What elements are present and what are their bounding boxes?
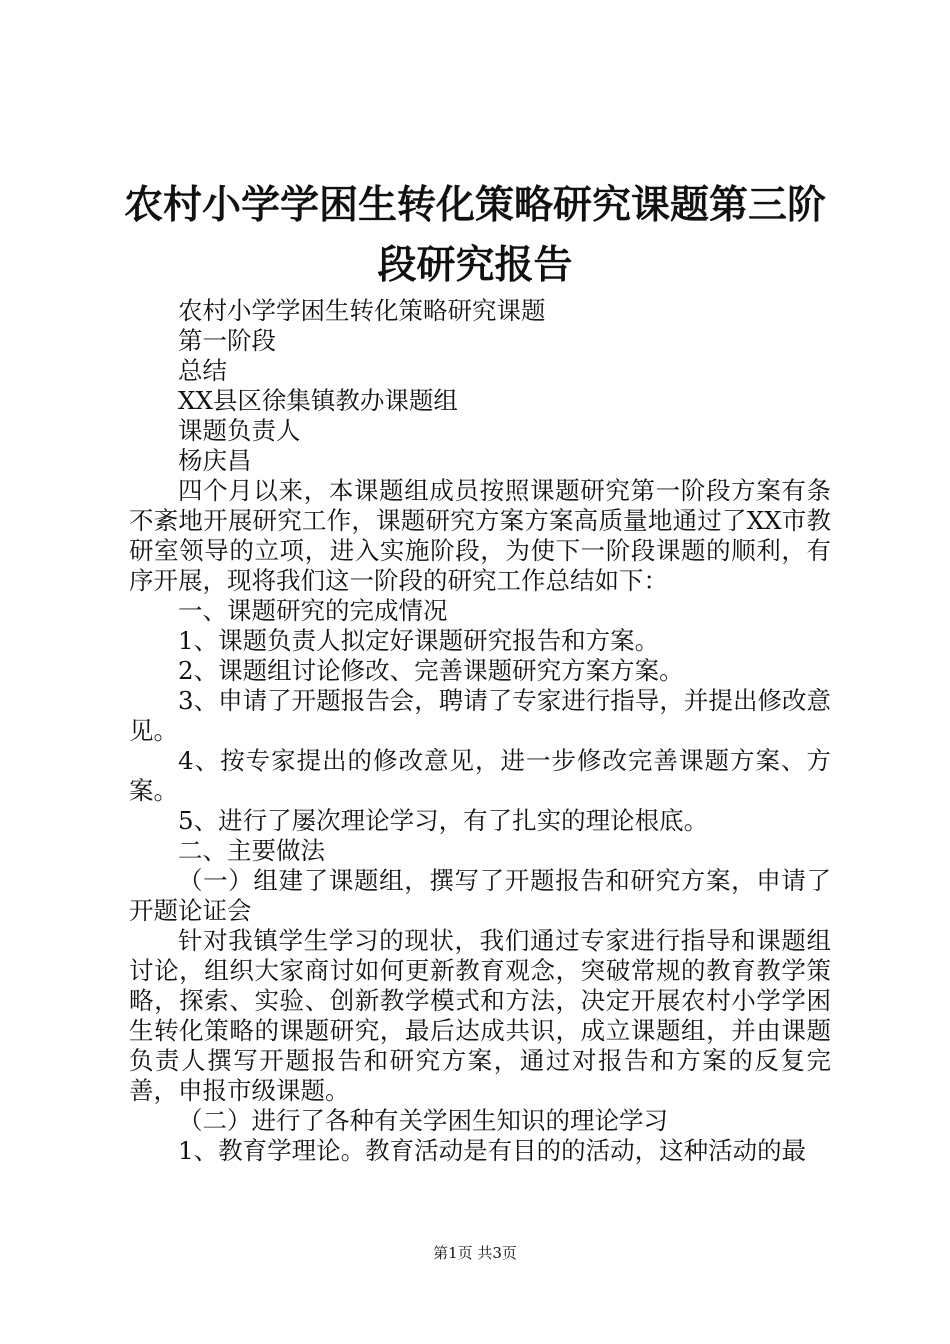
paragraph-leader-name: 杨庆昌 [178, 446, 252, 475]
document-body [129, 296, 831, 1166]
list-item: 5、进行了屡次理论学习，有了扎实的理论根底。 [178, 806, 709, 835]
section-heading-completion: 一、课题研究的完成情况 [178, 596, 448, 625]
subsection-heading-one: （一）组建了课题组，撰写了开题报告和研究方案，申请了开题论证会 [129, 866, 831, 925]
list-item: 3、申请了开题报告会，聘请了专家进行指导，并提出修改意见。 [129, 686, 831, 745]
document-title: 农村小学学困生转化策略研究课题第三阶段研究报告 [123, 183, 826, 288]
paragraph-summary-label: 总结 [178, 356, 227, 385]
paragraph-stage: 第一阶段 [178, 326, 276, 355]
subsection-heading-two: （二）进行了各种有关学困生知识的理论学习 [178, 1106, 668, 1135]
paragraph-body: 1、教育学理论。教育活动是有目的的活动，这种活动的最 [178, 1136, 807, 1165]
paragraph-intro: 四个月以来，本课题组成员按照课题研究第一阶段方案有条不紊地开展研究工作，课题研究方案方案高质量地通过了XX市教研室领导的立项，进入实施阶段，为使下一阶段课题的顺利，有序开展，现将我们这一阶段的研究工作总结如下： [129, 476, 831, 595]
list-item: 4、按专家提出的修改意见，进一步修改完善课题方案、方案。 [129, 746, 831, 805]
list-item: 1、课题负责人拟定好课题研究报告和方案。 [178, 626, 660, 655]
paragraph-subject: 农村小学学困生转化策略研究课题 [178, 296, 546, 325]
paragraph-group: XX县区徐集镇教办课题组 [178, 386, 458, 415]
page-footer: 第1页 共3页 [433, 1244, 517, 1262]
list-item: 2、课题组讨论修改、完善课题研究方案方案。 [178, 656, 684, 685]
paragraph-leader-label: 课题负责人 [178, 416, 301, 445]
paragraph-body: 针对我镇学生学习的现状，我们通过专家进行指导和课题组讨论，组织大家商讨如何更新教育观念，突破常规的教育教学策略，探索、实验、创新教学模式和方法，决定开展农村小学学困生转化策略的课题研究，最后达成共识，成立课题组，并由课题负责人撰写开题报告和研究方案，通过对报告和方案的反复完善，申报市级课题。 [129, 926, 831, 1105]
section-heading-methods: 二、主要做法 [178, 836, 325, 865]
